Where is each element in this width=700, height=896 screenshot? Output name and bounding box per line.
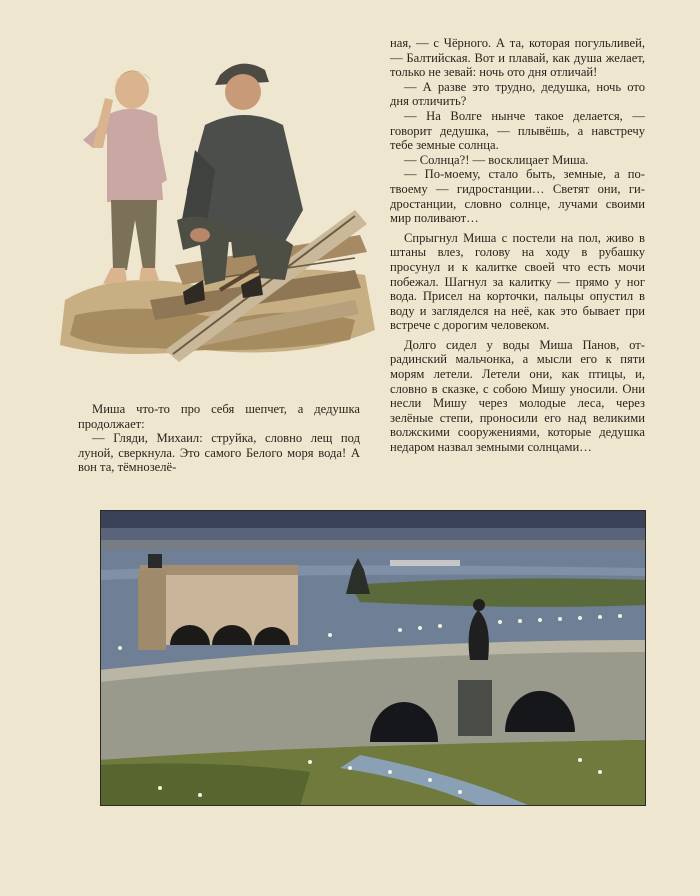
paragraph: — Солнца?! — восклицает Миша. [404, 152, 589, 167]
paragraph: Спрыгнул Миша с постели на пол, живо в штаны влез, голову на ходу в рубашку просунул и к калитке своей что есть мочи побежал. Шагнул за калитку — прямо у ног вода. Присел на корточки, пальцы опустил в воду и загляделся на неё, как это бывает при встрече с дорогим человеком. [390, 230, 645, 333]
right-text-column [390, 36, 645, 455]
paragraph: Миша что-то про себя шепчет, а дедушка продолжает: [78, 402, 360, 431]
night-dam-illustration [100, 510, 646, 806]
paragraph: — По-моему, стало быть, земные, а потвоему — гидростанции… Светят они, гидростанции, словно солнце, лучами своими мир поливают… [390, 167, 645, 226]
paragraph: Долго сидел у воды Миша Панов, отрадинский мальчонка, а мысли его к пяти морям летели. Летели они, как птицы, и, словно в сказке, с собою Мишу уносили. Они несли Мишу через молодые леса, через зелёные степи, проносили его над великими волжскими сооружениями, которые дедушка недаром назвал земными солнцами… [390, 337, 645, 455]
paragraph: — А разве это трудно, дедушка, ночь ото дня отличить? [390, 79, 645, 109]
paragraph: ная, — с Чёрного. А та, которая погульливей, — Балтийская. Вот и плавай, как душа желает, только не зевай: ночь ото дня отличай! [390, 36, 645, 80]
paragraph: — Гляди, Михаил: струйка, словно лещ под луной, сверкнула. Это самого Белого моря вода! А вон та, тёмнозелё- [78, 431, 360, 475]
left-text-column [78, 402, 360, 475]
boy-figure [83, 70, 167, 284]
dam-building [138, 554, 298, 650]
paragraph: — На Волге нынче такое делается, — говорит дедушка, — плывёшь, а навстречу тебе земные солнца. [390, 108, 645, 153]
boy-and-grandfather-illustration [55, 30, 380, 370]
